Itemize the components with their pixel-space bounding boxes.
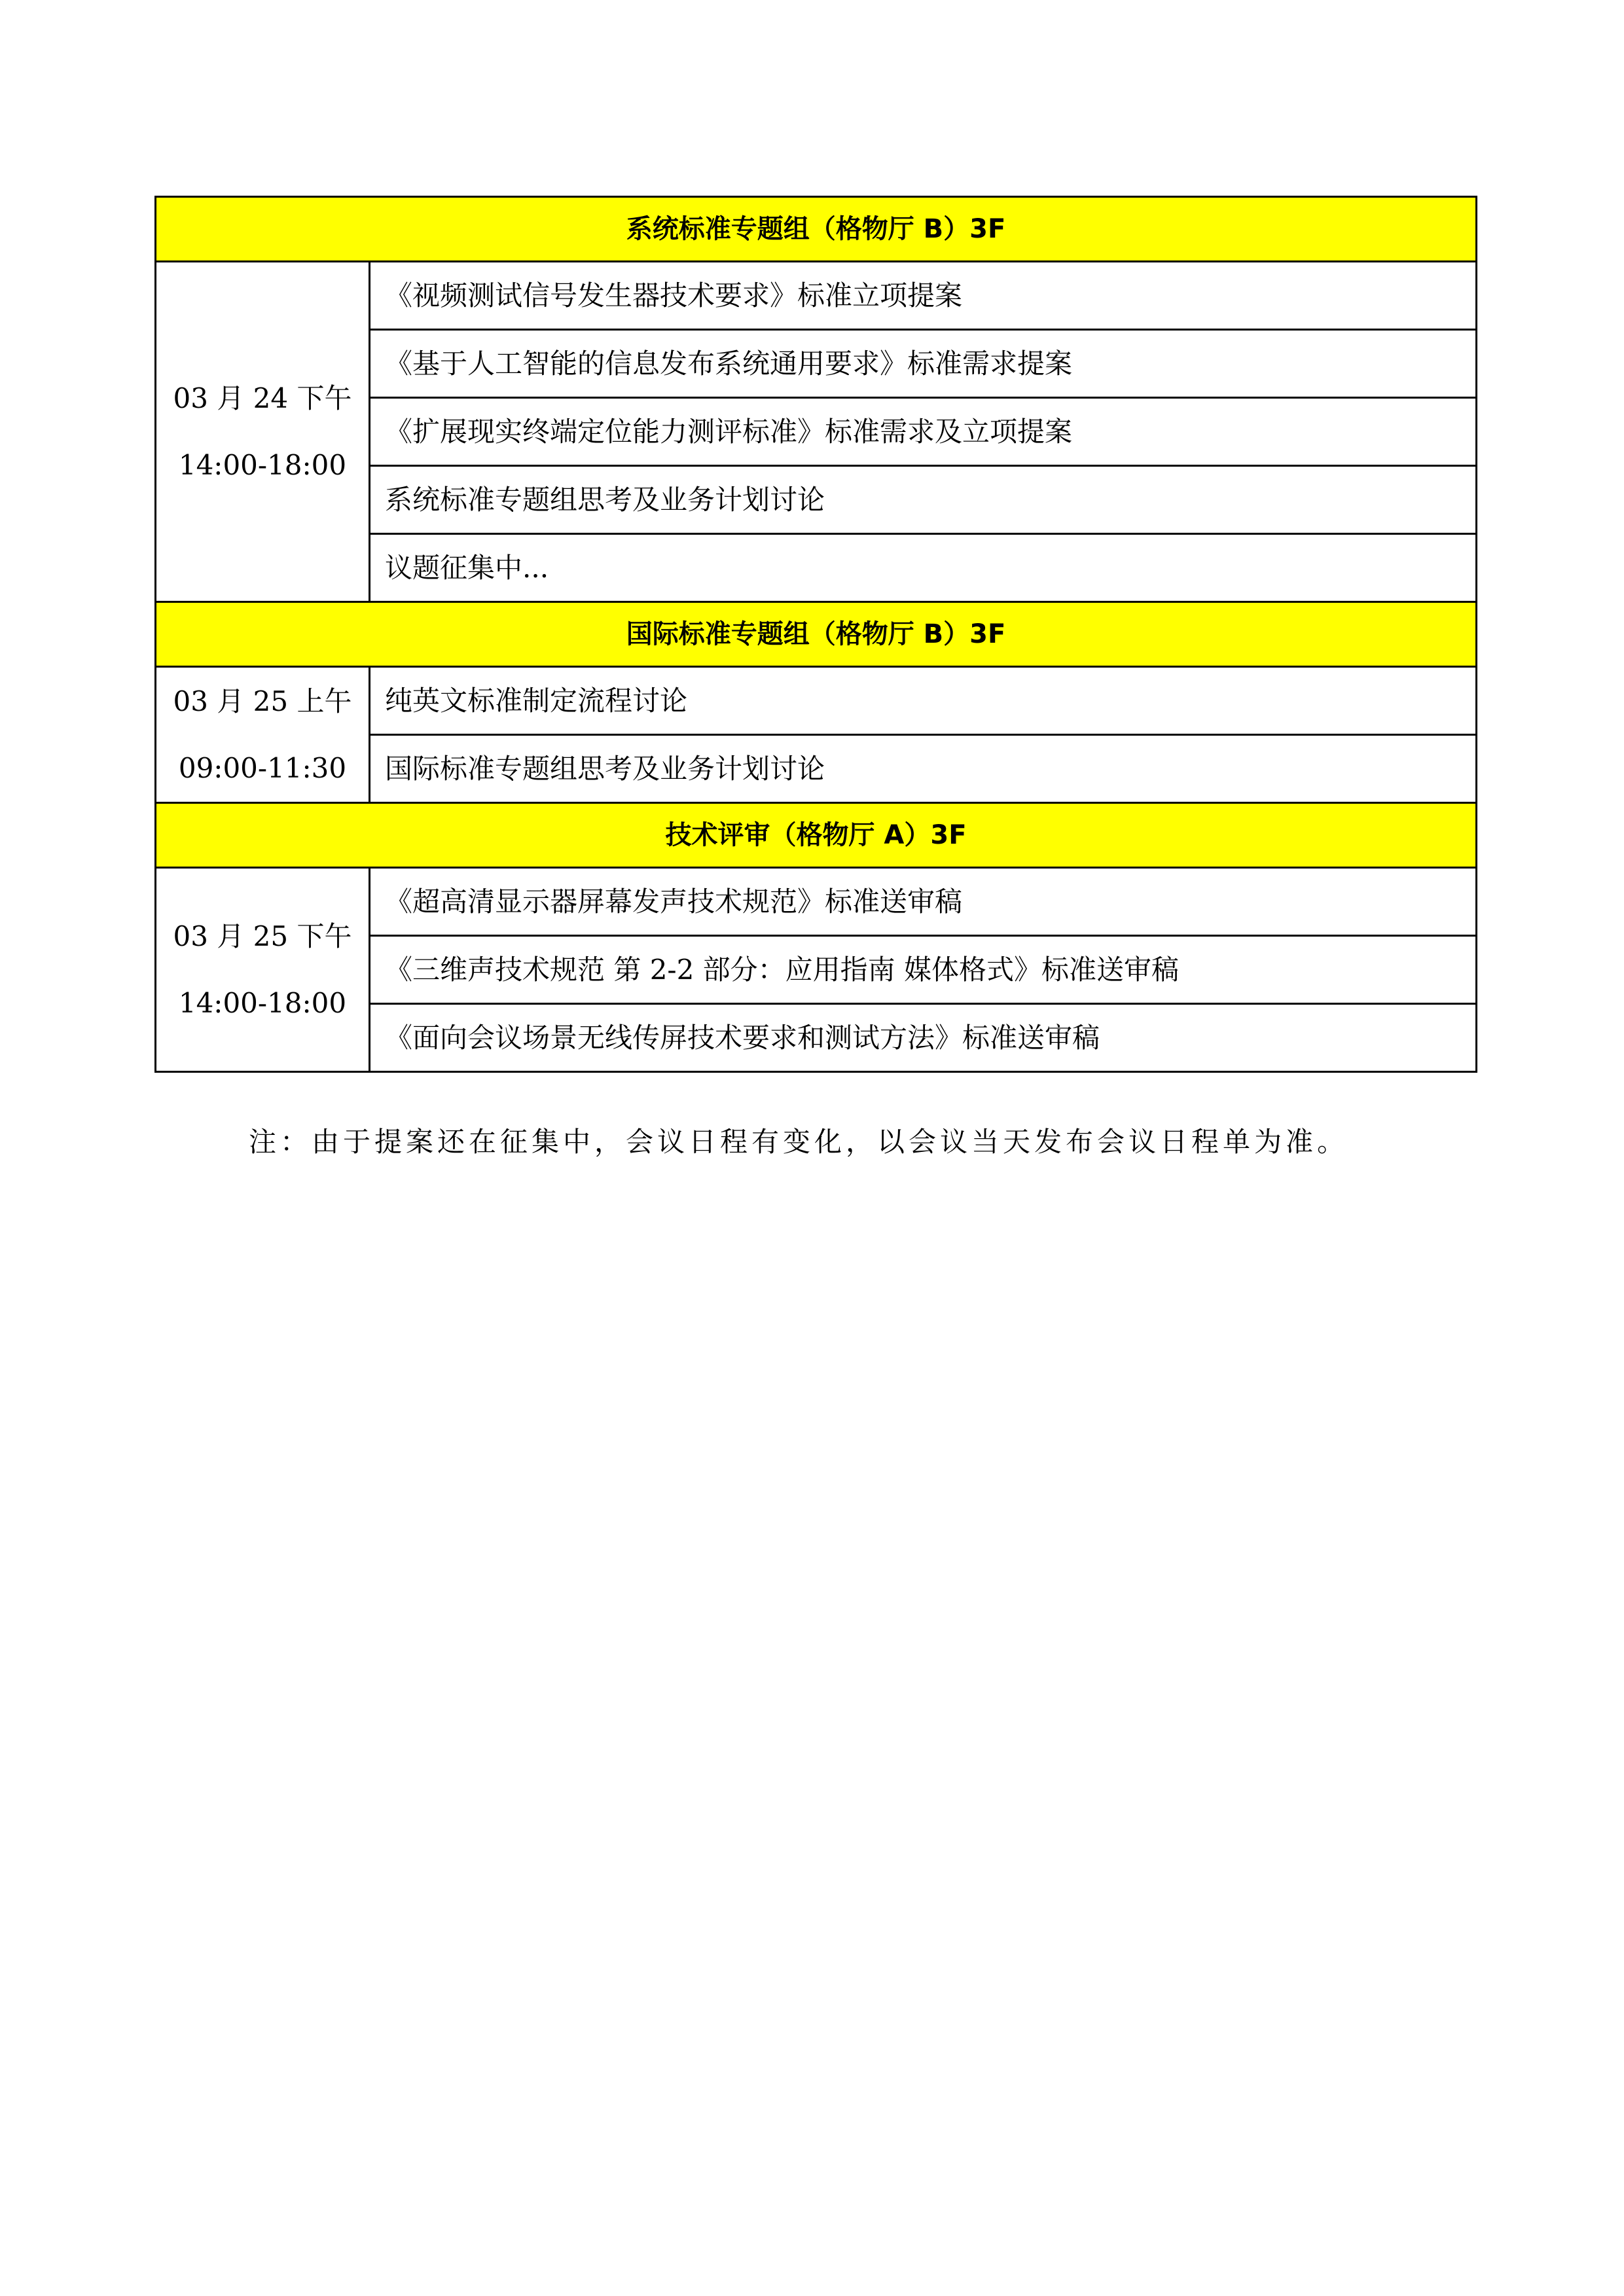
session-time: 09:00-11:30 (178, 751, 347, 784)
agenda-item: 纯英文标准制定流程讨论 (370, 667, 1477, 735)
agenda-item: 《面向会议场景无线传屏技术要求和测试方法》标准送审稿 (370, 1004, 1477, 1072)
session-time-cell (156, 667, 370, 803)
table-row (156, 667, 1477, 735)
section-title: 系统标准专题组（格物厅 B）3F (156, 197, 1477, 262)
agenda-item: 《视频测试信号发生器技术要求》标准立项提案 (370, 262, 1477, 330)
schedule-note: 注：由于提案还在征集中，会议日程有变化，以会议当天发布会议日程单为准。 (249, 1126, 1349, 1158)
agenda-item: 《扩展现实终端定位能力测评标准》标准需求及立项提案 (370, 398, 1477, 466)
agenda-item: 系统标准专题组思考及业务计划讨论 (370, 466, 1477, 534)
table-row (156, 868, 1477, 936)
section-title: 技术评审（格物厅 A）3F (156, 803, 1477, 868)
session-time: 14:00-18:00 (178, 448, 347, 481)
agenda-item: 《基于人工智能的信息发布系统通用要求》标准需求提案 (370, 330, 1477, 398)
session-date: 03 月 25 上午 (173, 685, 352, 717)
agenda-item: 《三维声技术规范 第 2-2 部分：应用指南 媒体格式》标准送审稿 (370, 936, 1477, 1004)
agenda-item: 国际标准专题组思考及业务计划讨论 (370, 735, 1477, 803)
section-header (156, 197, 1477, 262)
section-title: 国际标准专题组（格物厅 B）3F (156, 602, 1477, 667)
schedule-table (154, 196, 1477, 1073)
table-row (156, 262, 1477, 330)
agenda-item: 议题征集中... (370, 534, 1477, 602)
session-time-cell (156, 868, 370, 1072)
session-time-cell (156, 262, 370, 602)
session-date: 03 月 25 下午 (173, 920, 352, 952)
section-header (156, 602, 1477, 667)
session-time: 14:00-18:00 (178, 986, 347, 1019)
session-date: 03 月 24 下午 (173, 382, 352, 414)
section-header (156, 803, 1477, 868)
agenda-item: 《超高清显示器屏幕发声技术规范》标准送审稿 (370, 868, 1477, 936)
